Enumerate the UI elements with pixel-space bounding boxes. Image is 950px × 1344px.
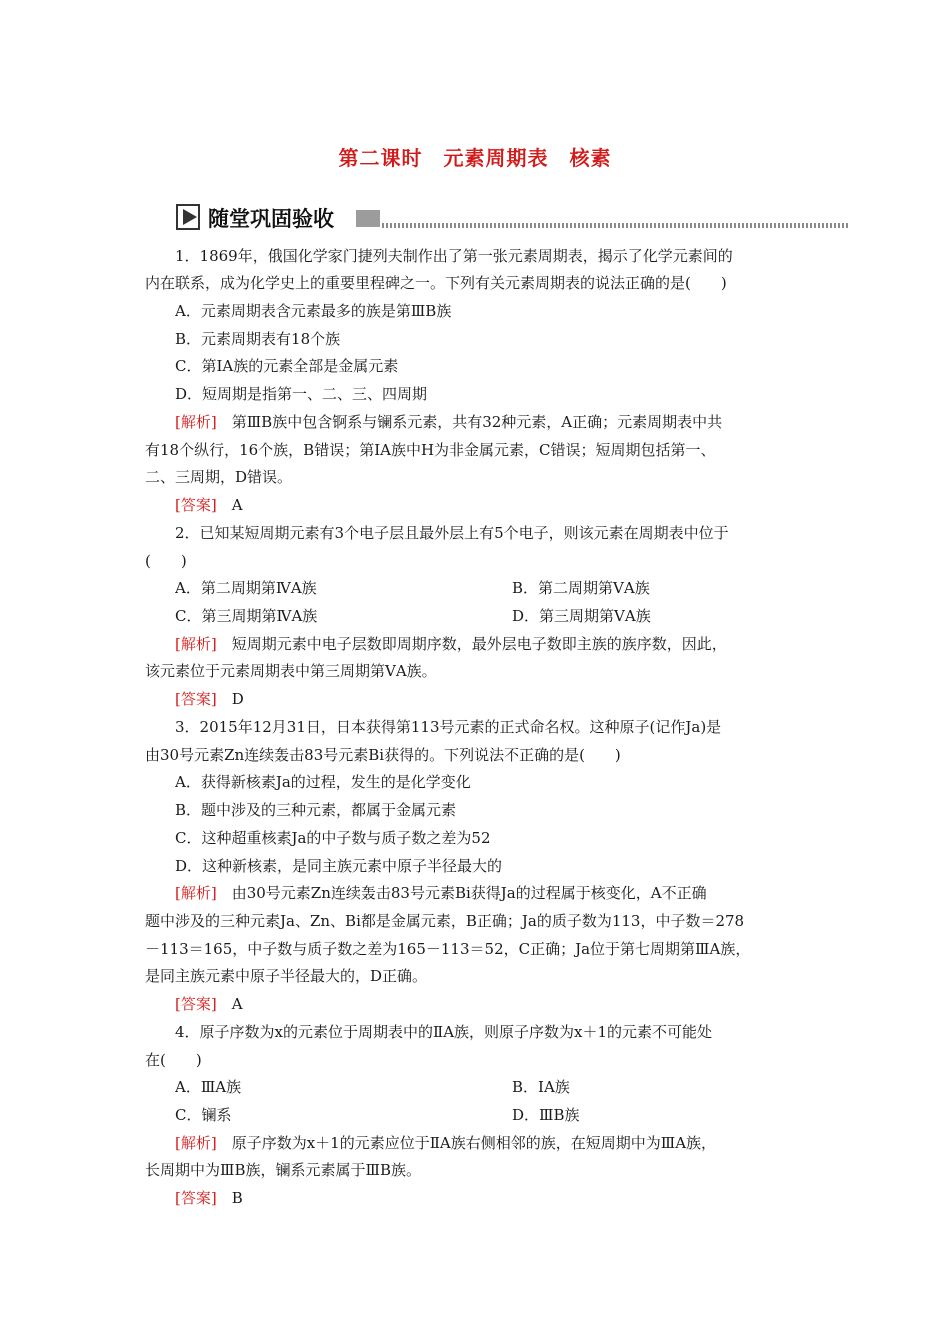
q3-option-b: B．题中涉及的三种元素，都属于金属元素	[175, 801, 457, 819]
q3-stem-line: 3．2015年12月31日，日本获得第113号元素的正式命名权。这种原子(记作Ja)是	[175, 718, 722, 736]
q4-answer: B	[216, 1189, 243, 1207]
q2-option-b: B．第二周期第ⅤA族	[512, 579, 650, 597]
q1-stem-line: 内在联系，成为化学史上的重要里程碑之一。下列有关元素周期表的说法正确的是( )	[145, 274, 727, 292]
analysis-tag: [解析]	[175, 884, 217, 902]
q2-option-d: D．第三周期第ⅤA族	[512, 607, 651, 625]
q2-analysis-line: 该元素位于元素周期表中第三周期第ⅤA族。	[145, 662, 437, 680]
q2-option-c: C．第三周期第ⅣA族	[175, 607, 318, 625]
q3-option-c: C．这种超重核素Ja的中子数与质子数之差为52	[175, 829, 491, 847]
q4-option-d: D．ⅢB族	[512, 1106, 580, 1124]
q4-option-a: A．ⅢA族	[175, 1078, 242, 1096]
q2-stem-line: ( )	[145, 552, 187, 570]
banner-dotted-line	[382, 223, 850, 228]
analysis-tag: [解析]	[175, 1134, 217, 1152]
q1-stem-line: 1．1869年，俄国化学家门捷列夫制作出了第一张元素周期表，揭示了化学元素间的	[175, 247, 733, 265]
q1-answer-line	[175, 495, 807, 515]
q3-analysis-line: 是同主族元素中原子半径最大的，D正确。	[145, 967, 428, 985]
q4-stem-line: 在( )	[145, 1051, 202, 1069]
q4-analysis-text: 原子序数为x＋1的元素应位于ⅡA族右侧相邻的族，在短周期中为ⅢA族，	[216, 1134, 717, 1152]
analysis-tag: [解析]	[175, 413, 217, 431]
section-title: 随堂巩固验收	[208, 207, 334, 231]
answer-tag: [答案]	[175, 995, 217, 1013]
q4-option-c: C．镧系	[175, 1106, 232, 1124]
q2-analysis-text: 短周期元素中电子层数即周期序数，最外层电子数即主族的族序数，因此，	[216, 635, 727, 653]
q3-option-d: D．这种新核素，是同主族元素中原子半径最大的	[175, 857, 503, 875]
q2-analysis-line	[175, 634, 807, 654]
answer-tag: [答案]	[175, 1189, 217, 1207]
q4-answer-line	[175, 1188, 807, 1208]
answer-tag: [答案]	[175, 496, 217, 514]
analysis-tag: [解析]	[175, 635, 217, 653]
q3-analysis-line	[175, 883, 807, 903]
answer-tag: [答案]	[175, 690, 217, 708]
q3-analysis-line: 题中涉及的三种元素Ja、Zn、Bi都是金属元素，B正确；Ja的质子数为113，中子数＝278	[145, 912, 745, 930]
q2-option-a: A．第二周期第ⅣA族	[175, 579, 317, 597]
q2-answer-line	[175, 689, 807, 709]
section-banner	[176, 202, 850, 232]
q1-answer: A	[216, 496, 243, 514]
q4-analysis-line: 长周期中为ⅢB族，镧系元素属于ⅢB族。	[145, 1161, 421, 1179]
q3-answer-line	[175, 994, 807, 1014]
q4-option-b: B．ⅠA族	[512, 1078, 570, 1096]
q3-analysis-text: 由30号元素Zn连续轰击83号元素Bi获得Ja的过程属于核变化，A不正确	[216, 884, 707, 902]
q2-answer: D	[216, 690, 244, 708]
q1-analysis-text: 第ⅢB族中包含锕系与镧系元素，共有32种元素，A正确；元素周期表中共	[216, 413, 723, 431]
q4-stem-line: 4．原子序数为x的元素位于周期表中的ⅡA族，则原子序数为x＋1的元素不可能处	[175, 1023, 713, 1041]
page-title: 第二课时 元素周期表 核素	[338, 146, 612, 170]
banner-decoration	[356, 210, 380, 227]
q1-option-a: A．元素周期表含元素最多的族是第ⅢB族	[175, 302, 452, 320]
q1-analysis-line: 二、三周期，D错误。	[145, 468, 293, 486]
q1-option-b: B．元素周期表有18个族	[175, 330, 341, 348]
q1-option-d: D．短周期是指第一、二、三、四周期	[175, 385, 428, 403]
q3-stem-line: 由30号元素Zn连续轰击83号元素Bi获得的。下列说法不正确的是( )	[145, 746, 621, 764]
q1-option-c: C．第ⅠA族的元素全部是金属元素	[175, 357, 399, 375]
q3-analysis-line: －113＝165，中子数与质子数之差为165－113＝52，C正确；Ja位于第七周期第ⅢA族，	[145, 940, 751, 958]
q3-answer: A	[216, 995, 243, 1013]
q1-analysis-line	[175, 412, 807, 432]
q1-analysis-line: 有18个纵行，16个族，B错误；第ⅠA族中H为非金属元素，C错误；短周期包括第一、	[145, 441, 716, 459]
q3-option-a: A．获得新核素Ja的过程，发生的是化学变化	[175, 773, 471, 791]
q2-stem-line: 2．已知某短周期元素有3个电子层且最外层上有5个电子，则该元素在周期表中位于	[175, 524, 729, 542]
play-arrow-icon	[176, 204, 202, 230]
q4-analysis-line	[175, 1133, 807, 1153]
